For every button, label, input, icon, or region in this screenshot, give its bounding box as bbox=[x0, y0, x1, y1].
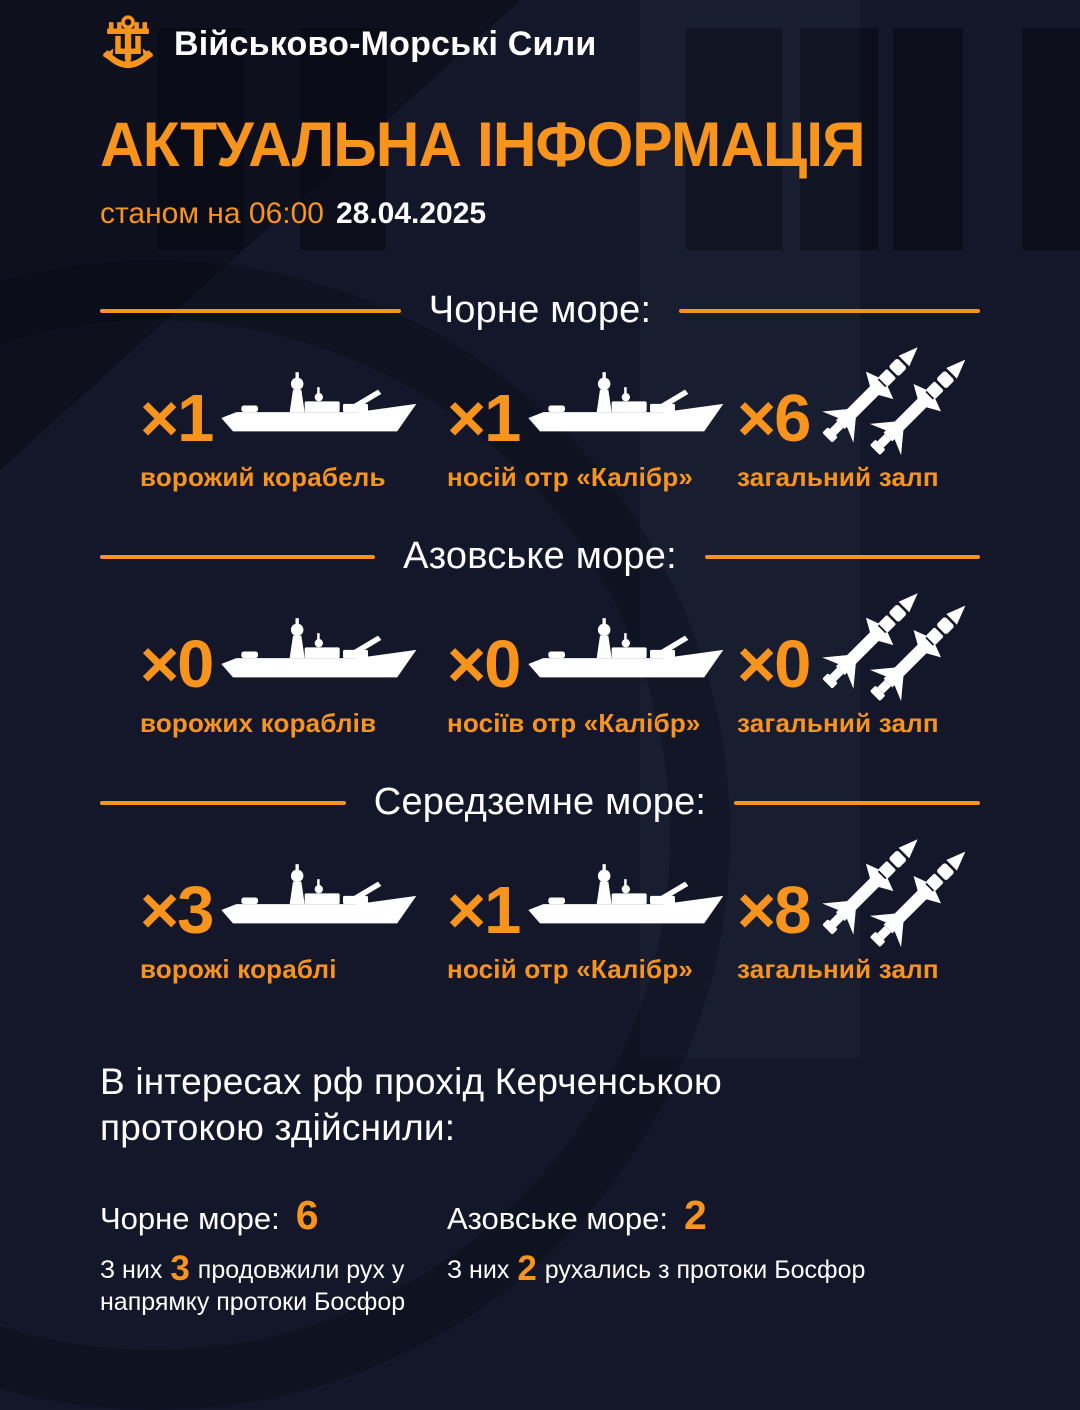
stat-label: ворожий корабель bbox=[140, 462, 386, 492]
sea-note bbox=[100, 1249, 418, 1319]
stat-label: загальний залп bbox=[737, 954, 939, 984]
warship-icon bbox=[525, 608, 725, 700]
note-prefix: З них bbox=[100, 1255, 163, 1284]
stat-figure bbox=[737, 850, 980, 949]
anchor-trident-icon bbox=[100, 14, 156, 74]
kerch-heading: В інтересах рф прохід Керченською протокою здійснили: bbox=[100, 1061, 722, 1148]
stat-label: ворожі кораблі bbox=[140, 954, 337, 984]
sea-note bbox=[447, 1249, 865, 1287]
note-count: 2 bbox=[517, 1248, 537, 1288]
sea-total bbox=[100, 1191, 447, 1238]
warship-icon bbox=[218, 608, 418, 700]
stat-count: ×1 bbox=[140, 381, 213, 457]
stat-figure bbox=[140, 604, 447, 703]
divider-line bbox=[100, 555, 375, 559]
warship-icon bbox=[525, 362, 725, 454]
stat-label: загальний залп bbox=[737, 462, 939, 492]
kerch-col-black-sea bbox=[100, 1191, 447, 1319]
stat-count: ×0 bbox=[737, 627, 810, 703]
sea-name: Чорне море: bbox=[100, 1200, 280, 1236]
stat-label: носій отр «Калібр» bbox=[447, 954, 694, 984]
sea-count: 2 bbox=[683, 1191, 707, 1238]
stat-label: загальний залп bbox=[737, 708, 939, 738]
page-title: АКТУАЛЬНА ІНФОРМАЦІЯ bbox=[100, 110, 865, 180]
sea-count: 6 bbox=[295, 1191, 319, 1238]
stat-count: ×3 bbox=[140, 873, 213, 949]
header bbox=[100, 0, 980, 74]
divider-line bbox=[100, 801, 346, 805]
stat-enemy-ships bbox=[140, 358, 447, 493]
stat-total-salvo bbox=[737, 358, 980, 493]
stat-figure bbox=[447, 604, 737, 703]
stat-figure bbox=[447, 358, 737, 457]
stat-label: носіїв отр «Калібр» bbox=[447, 708, 701, 738]
stat-count: ×1 bbox=[447, 381, 520, 457]
stat-figure bbox=[737, 358, 980, 457]
section-black-sea bbox=[100, 289, 980, 493]
warship-icon bbox=[218, 854, 418, 946]
section-azov-sea bbox=[100, 535, 980, 739]
stats-row bbox=[140, 850, 980, 985]
stats-row bbox=[140, 358, 980, 493]
stat-count: ×1 bbox=[447, 873, 520, 949]
warship-icon bbox=[525, 854, 725, 946]
note-suffix: продовжили рух у напрямку протоки Босфор bbox=[100, 1255, 406, 1317]
warship-icon bbox=[218, 362, 418, 454]
stat-enemy-ships bbox=[140, 604, 447, 739]
stat-total-salvo bbox=[737, 850, 980, 985]
stat-enemy-ships bbox=[140, 850, 447, 985]
kerch-col-azov-sea bbox=[447, 1191, 866, 1319]
stat-figure bbox=[140, 358, 447, 457]
section-title: Азовське море: bbox=[403, 535, 677, 577]
stat-total-salvo bbox=[737, 604, 980, 739]
missiles-icon bbox=[815, 554, 971, 704]
sea-total bbox=[447, 1191, 865, 1238]
stat-kalibr-carriers bbox=[447, 604, 737, 739]
sea-name: Азовське море: bbox=[447, 1200, 668, 1236]
stat-count: ×8 bbox=[737, 873, 810, 949]
note-prefix: З них bbox=[447, 1255, 510, 1284]
section-title: Чорне море: bbox=[428, 289, 652, 331]
as-of-time: станом на 06:00 bbox=[100, 197, 324, 230]
section-mediterranean-sea bbox=[100, 781, 980, 985]
note-count: 3 bbox=[170, 1248, 190, 1288]
sea-sections bbox=[100, 289, 980, 985]
stats-row bbox=[140, 604, 980, 739]
missiles-icon bbox=[815, 308, 971, 458]
stat-count: ×0 bbox=[447, 627, 520, 703]
stat-count: ×0 bbox=[140, 627, 213, 703]
report-date: 28.04.2025 bbox=[335, 197, 487, 230]
stat-figure bbox=[447, 850, 737, 949]
missiles-icon bbox=[815, 800, 971, 950]
note-suffix: рухались з протоки Босфор bbox=[544, 1255, 866, 1284]
kerch-columns bbox=[100, 1191, 980, 1319]
stat-kalibr-carriers bbox=[447, 850, 737, 985]
stat-kalibr-carriers bbox=[447, 358, 737, 493]
divider-line bbox=[100, 309, 401, 313]
stat-label: ворожих кораблів bbox=[140, 708, 377, 738]
stat-count: ×6 bbox=[737, 381, 810, 457]
stat-label: носій отр «Калібр» bbox=[447, 462, 694, 492]
section-title: Середземне море: bbox=[373, 781, 707, 823]
stat-figure bbox=[140, 850, 447, 949]
subtitle bbox=[100, 197, 980, 231]
org-name: Військово-Морські Сили bbox=[174, 24, 597, 63]
kerch-strait-block bbox=[100, 1059, 980, 1319]
stat-figure bbox=[737, 604, 980, 703]
